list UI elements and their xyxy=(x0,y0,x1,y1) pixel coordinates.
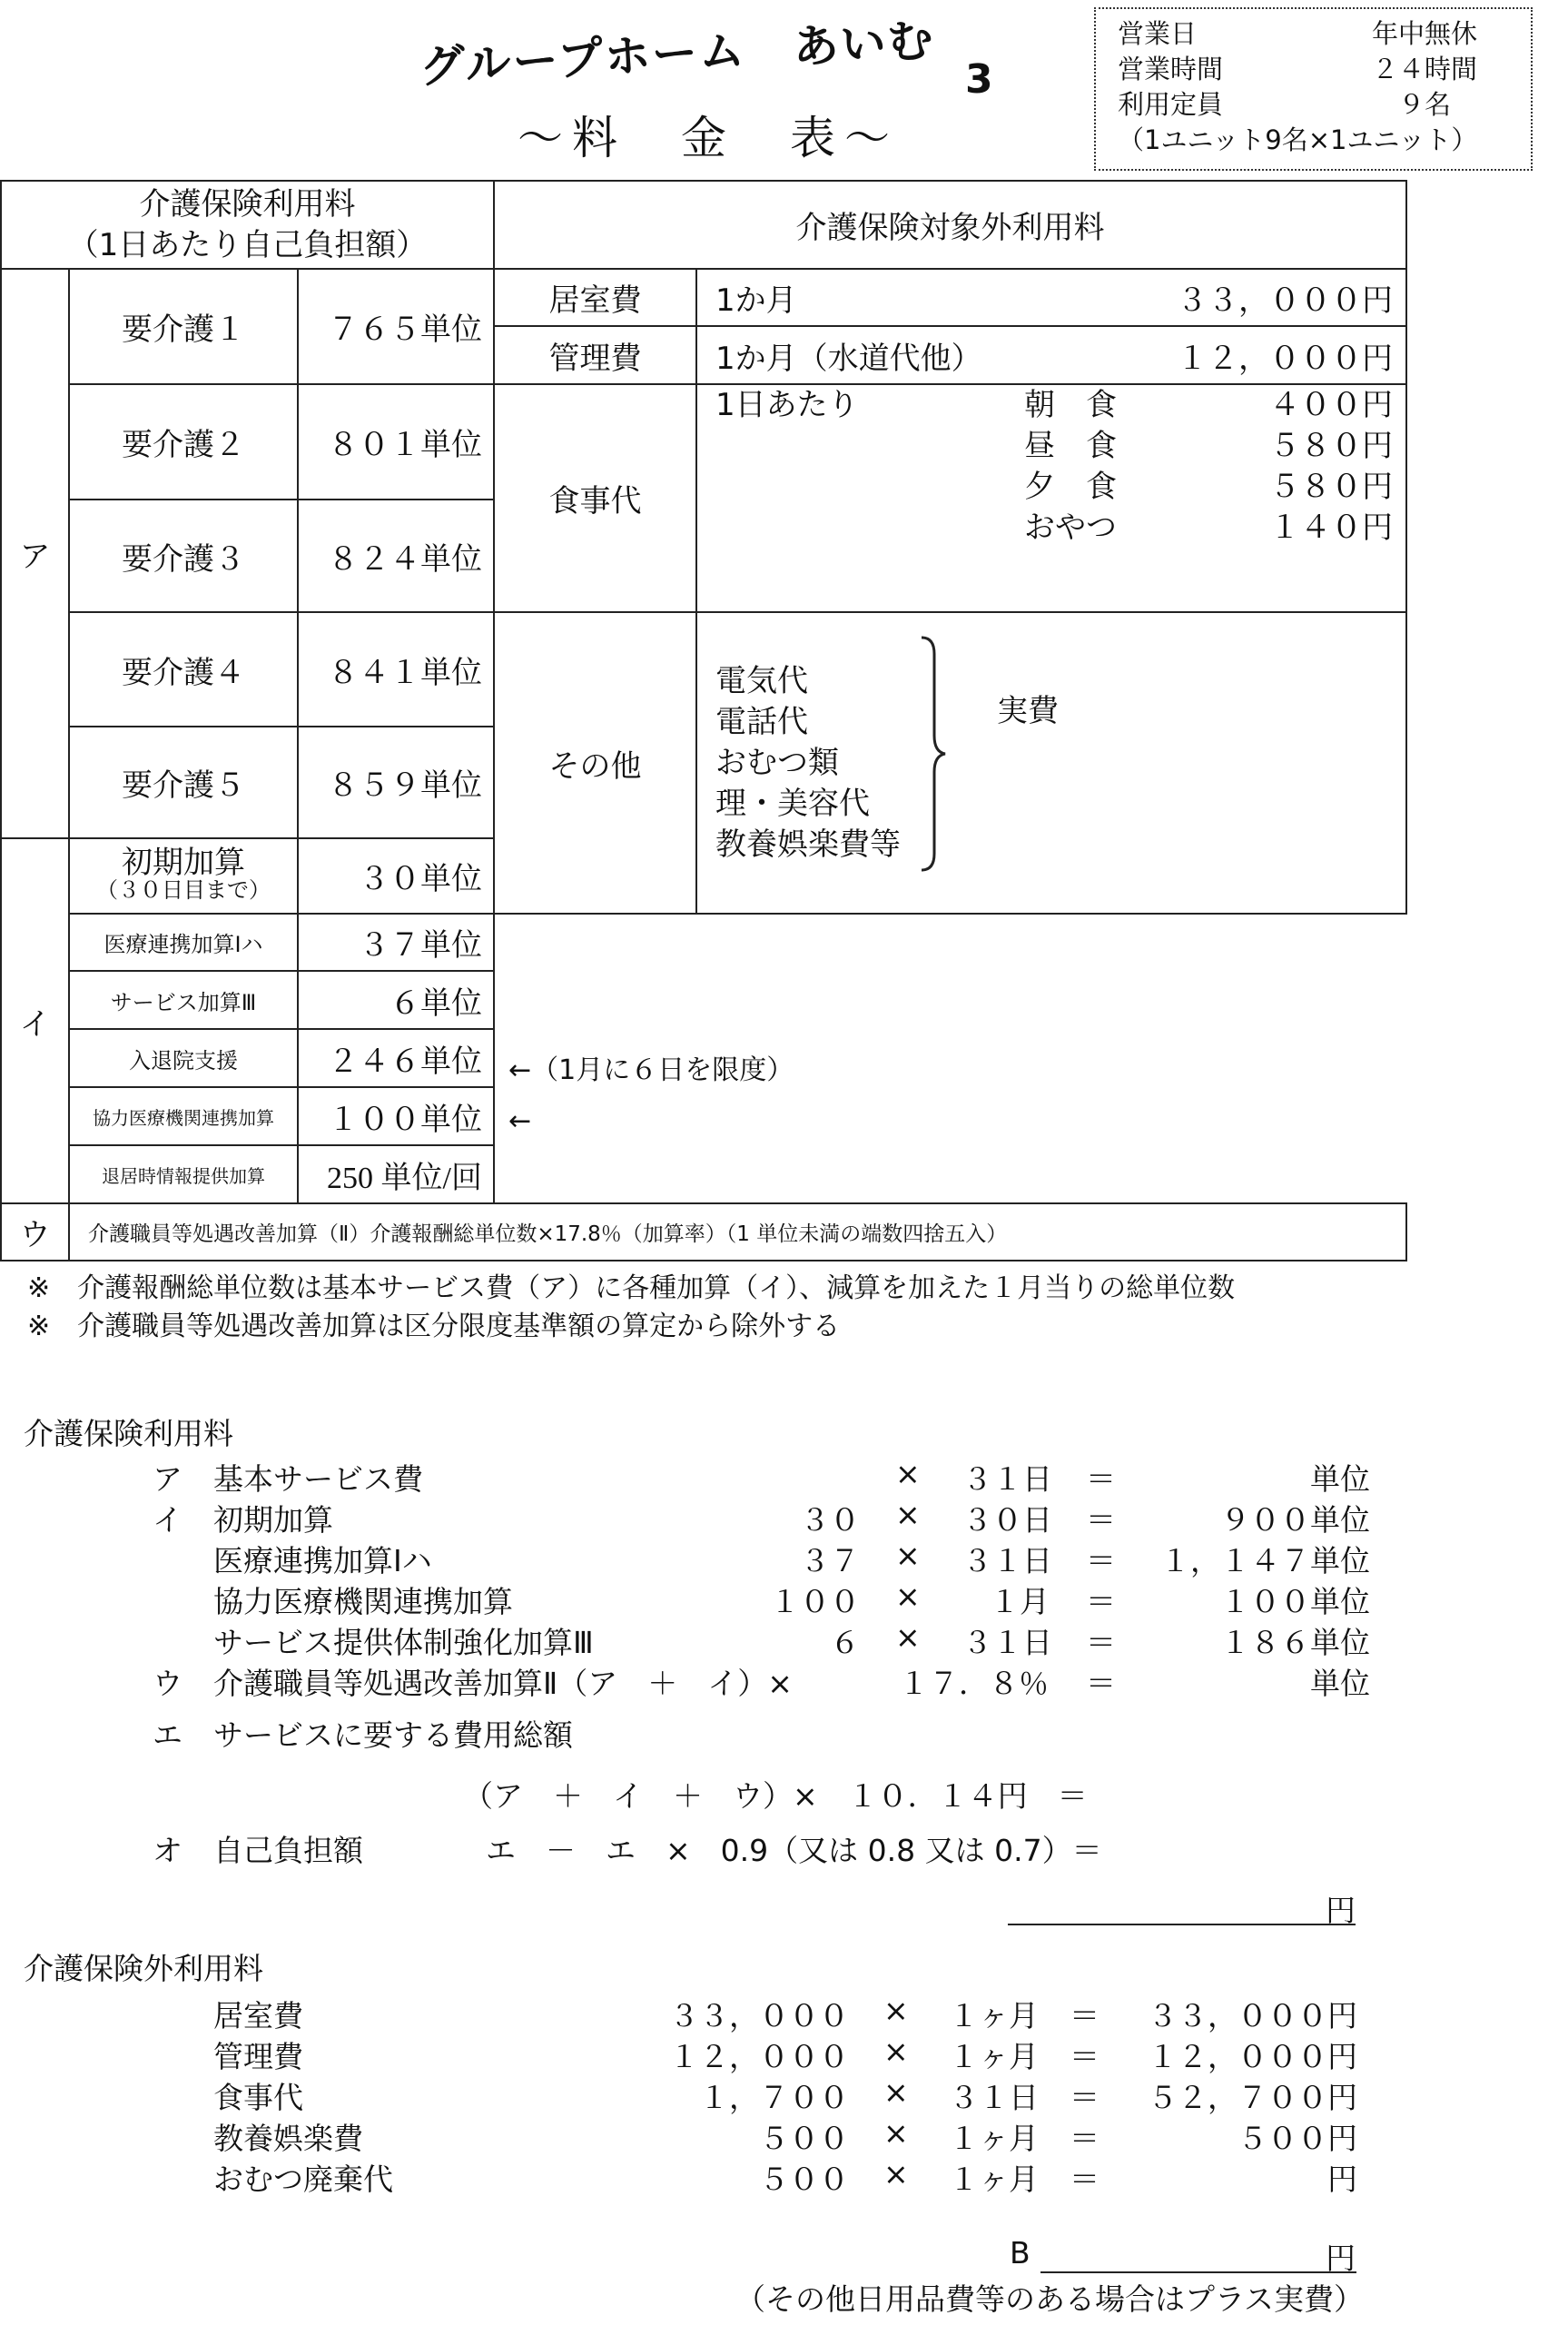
calc-mark: ウ xyxy=(153,1666,182,1701)
note: ※ 介護職員等処遇改善加算は区分限度基準額の算定から除外する xyxy=(27,1311,841,1342)
calc-label: 自己負担額 xyxy=(213,1833,363,1868)
other-list xyxy=(715,661,1405,866)
calc-res: 単位 xyxy=(1310,1666,1370,1701)
level-units: ７６５単位 xyxy=(298,269,494,384)
other-label: その他 xyxy=(494,612,696,914)
calc-op: × xyxy=(883,2115,909,2151)
addition-units: １００単位 xyxy=(298,1087,494,1145)
addition-name: 協力医療機関連携加算 xyxy=(69,1087,298,1145)
other-item: 理・美容代 xyxy=(715,785,870,822)
left-header xyxy=(1,181,494,269)
calc-label: 基本サービス費 xyxy=(213,1461,423,1497)
answer-line xyxy=(1040,2271,1356,2273)
calc-eq: ＝ xyxy=(1070,2162,1100,2197)
addition-units: ３０単位 xyxy=(298,838,494,914)
calc-b: ３１日 xyxy=(962,1625,1052,1660)
calc-res: ９００単位 xyxy=(1220,1502,1370,1538)
calc-op: × xyxy=(895,1578,921,1614)
u-text: 介護職員等処遇改善加算（Ⅱ）介護報酬総単位数×17.8％（加算率）（1 単位未満の端数四捨五入） xyxy=(69,1203,1406,1261)
level-name: 要介護３ xyxy=(69,500,298,612)
info-label: 営業日 xyxy=(1118,18,1198,49)
calc-a: ３０ xyxy=(800,1502,860,1538)
u-label: ウ xyxy=(1,1203,69,1261)
calc-res: 円 xyxy=(1327,2162,1357,2197)
calc-label: 協力医療機関連携加算 xyxy=(213,1584,513,1619)
info-label: 利用定員 xyxy=(1118,89,1224,120)
i-label: イ xyxy=(1,838,69,1203)
level-units: ８５９単位 xyxy=(298,727,494,838)
other-fees xyxy=(696,612,1406,914)
addition-title: 初期加算 xyxy=(122,844,245,881)
level-units: ８２４単位 xyxy=(298,500,494,612)
calc-res: ３３，０００円 xyxy=(1148,1998,1357,2033)
calc-eq: ＝ xyxy=(1070,2039,1100,2074)
yen-label: 円 xyxy=(1326,1893,1356,1928)
calc-b: ３１日 xyxy=(962,1543,1052,1578)
section-heading: 介護保険外利用料 xyxy=(24,1951,263,1986)
calc-mark: イ xyxy=(153,1502,182,1538)
calc-eq: ＝ xyxy=(1086,1502,1116,1538)
calc-eq: ＝ xyxy=(1086,1666,1116,1701)
level-units: ８４１単位 xyxy=(298,612,494,727)
meal-fees xyxy=(696,384,1406,612)
section-heading: 介護保険利用料 xyxy=(24,1416,233,1451)
other-item: 電話代 xyxy=(715,703,808,740)
calc-label: 管理費 xyxy=(213,2039,303,2074)
calc-label: 介護職員等処遇改善加算Ⅱ（ア ＋ イ）× xyxy=(213,1666,793,1701)
calc-op: × xyxy=(895,1538,921,1573)
annotation-arrow: ← xyxy=(508,1105,532,1137)
calc-a: ５００ xyxy=(759,2121,849,2156)
calc-b: １ヶ月 xyxy=(949,1998,1039,2033)
calc-rate: １７．８％ xyxy=(899,1666,1049,1701)
meal-price: ５８０円 xyxy=(1269,428,1393,464)
meal-name: おやつ xyxy=(1024,510,1117,546)
page-subtitle: ～料 金 表～ xyxy=(518,112,899,164)
meal-list xyxy=(715,385,1393,549)
meal-price: １４０円 xyxy=(1269,510,1393,546)
calc-eq: ＝ xyxy=(1086,1584,1116,1619)
addition-name: 退居時情報提供加算 xyxy=(69,1145,298,1203)
calc-a: ３３，０００ xyxy=(669,1998,849,2033)
page-title: グループホーム あいむ xyxy=(418,14,936,94)
other-item: おむつ類 xyxy=(715,744,839,781)
mgmt-period: 1か月（水道代他） xyxy=(715,340,982,377)
calc-label: 居室費 xyxy=(213,1998,303,2033)
info-value: ２４時間 xyxy=(1372,54,1478,84)
info-row xyxy=(1118,123,1531,158)
addition-name: 医療連携加算Ⅰハ xyxy=(69,914,298,971)
calc-mark: エ xyxy=(153,1717,182,1753)
calc-a: １００ xyxy=(770,1584,860,1619)
info-value: ９名 xyxy=(1372,89,1452,120)
mgmt-amount: １２，０００円 xyxy=(1177,340,1393,377)
unit-number: 3 xyxy=(965,56,993,103)
b-label: B xyxy=(1010,2235,1031,2271)
brace-icon xyxy=(912,636,949,872)
calc-a: ３７ xyxy=(800,1543,860,1578)
calc-b: １月 xyxy=(990,1584,1050,1619)
calc-op: × xyxy=(883,2033,909,2069)
calc-b: １ヶ月 xyxy=(949,2162,1039,2197)
room-fee xyxy=(696,269,1406,326)
left-header-title: 介護保険利用料 xyxy=(139,185,356,223)
meal-name: 昼 食 xyxy=(1024,428,1117,464)
calc-a: １２，０００ xyxy=(669,2039,849,2074)
calc-label: サービスに要する費用総額 xyxy=(213,1717,573,1753)
mgmt-fee xyxy=(696,326,1406,384)
addition-name: サービス加算Ⅲ xyxy=(69,971,298,1029)
addition-units: 250 単位/回 xyxy=(298,1145,494,1203)
calc-res: ５２，７００円 xyxy=(1148,2080,1357,2115)
right-header: 介護保険対象外利用料 xyxy=(494,181,1406,269)
a-label: ア xyxy=(1,269,69,838)
calc-eq: ＝ xyxy=(1070,1998,1100,2033)
level-units: ８０１単位 xyxy=(298,384,494,500)
room-amount: ３３，０００円 xyxy=(1177,282,1393,319)
meal-price: ５８０円 xyxy=(1269,469,1393,505)
calc-label: サービス提供体制強化加算Ⅲ xyxy=(213,1625,594,1660)
calc-res: ５００円 xyxy=(1238,2121,1357,2156)
info-value: 年中無休 xyxy=(1372,18,1478,49)
calc-b: １ヶ月 xyxy=(949,2039,1039,2074)
calc-label: 教養娯楽費 xyxy=(213,2121,363,2156)
calc-eq: ＝ xyxy=(1086,1625,1116,1660)
addition-units: ３７単位 xyxy=(298,914,494,971)
addition-sub: （３０日目まで） xyxy=(96,876,271,903)
info-label: （1ユニット9名×1ユニット） xyxy=(1118,124,1478,155)
addition-units: ６単位 xyxy=(298,971,494,1029)
info-label: 営業時間 xyxy=(1118,54,1224,84)
calc-res: １００単位 xyxy=(1220,1584,1370,1619)
meal-price: ４００円 xyxy=(1269,387,1393,423)
info-row xyxy=(1118,52,1531,87)
calc-b: ３１日 xyxy=(962,1461,1052,1497)
level-name: 要介護５ xyxy=(69,727,298,838)
calc-b: ３１日 xyxy=(949,2080,1039,2115)
calc-res: １，１４７単位 xyxy=(1160,1543,1370,1578)
calc-eq: ＝ xyxy=(1086,1461,1116,1497)
calc-b: ３０日 xyxy=(962,1502,1052,1538)
calc-label: 食事代 xyxy=(213,2080,303,2115)
calc-op: × xyxy=(883,2074,909,2110)
note: ※ 介護報酬総単位数は基本サービス費（ア）に各種加算（イ）、減算を加えた１月当りの総単位数 xyxy=(27,1272,1236,1304)
calc-op: × xyxy=(895,1497,921,1532)
calc-formula: エ － エ × 0.9（又は 0.8 又は 0.7）＝ xyxy=(486,1833,1102,1868)
addition-name xyxy=(69,838,298,914)
calc-res: １８６単位 xyxy=(1220,1625,1370,1660)
calc-label: 医療連携加算Ⅰハ xyxy=(213,1543,432,1578)
calc-a: １，７００ xyxy=(699,2080,849,2115)
answer-line xyxy=(1008,1924,1356,1925)
meal-name: 夕 食 xyxy=(1024,469,1117,505)
mgmt-label: 管理費 xyxy=(494,326,696,384)
calc-mark: オ xyxy=(153,1833,182,1868)
room-period: 1か月 xyxy=(715,282,797,319)
actual-cost: 実費 xyxy=(997,693,1059,729)
calc-op: × xyxy=(895,1619,921,1655)
annotation-limit: ←（1月に６日を限度） xyxy=(508,1054,794,1086)
calc-eq: ＝ xyxy=(1070,2080,1100,2115)
yen-label: 円 xyxy=(1326,2241,1356,2276)
left-header-sub: （1日あたり自己負担額） xyxy=(67,226,428,263)
calc-eq: ＝ xyxy=(1070,2121,1100,2156)
other-item: 電気代 xyxy=(715,662,808,699)
calc-op: × xyxy=(883,1993,909,2028)
level-name: 要介護２ xyxy=(69,384,298,500)
calc-op: × xyxy=(895,1456,921,1491)
calc-res: １２，０００円 xyxy=(1148,2039,1357,2074)
calc-b: １ヶ月 xyxy=(949,2121,1039,2156)
fee-table xyxy=(0,180,1407,1261)
meal-per-day: 1日あたり xyxy=(715,387,859,423)
calc-mark: ア xyxy=(153,1461,182,1497)
meal-name: 朝 食 xyxy=(1024,387,1117,423)
room-label: 居室費 xyxy=(494,269,696,326)
calc-eq: ＝ xyxy=(1086,1543,1116,1578)
meal-label: 食事代 xyxy=(494,384,696,612)
calc-res: 単位 xyxy=(1310,1461,1370,1497)
annotation-area xyxy=(494,914,1406,1203)
info-box xyxy=(1094,7,1533,171)
level-name: 要介護１ xyxy=(69,269,298,384)
calc-label: おむつ廃棄代 xyxy=(213,2162,393,2197)
info-row xyxy=(1118,16,1531,52)
addition-name: 入退院支援 xyxy=(69,1029,298,1087)
info-row xyxy=(1118,87,1531,123)
calc-op: × xyxy=(883,2156,909,2191)
footnote: （その他日用品費等のある場合はプラス実費） xyxy=(735,2281,1365,2317)
other-item: 教養娯楽費等 xyxy=(715,826,901,863)
calc-label: 初期加算 xyxy=(213,1502,333,1538)
addition-units: ２４６単位 xyxy=(298,1029,494,1087)
calc-formula: （ア ＋ イ ＋ ウ）× １０．１４円 ＝ xyxy=(463,1778,1088,1814)
calc-a: ６ xyxy=(830,1625,860,1660)
level-name: 要介護４ xyxy=(69,612,298,727)
calc-a: ５００ xyxy=(759,2162,849,2197)
